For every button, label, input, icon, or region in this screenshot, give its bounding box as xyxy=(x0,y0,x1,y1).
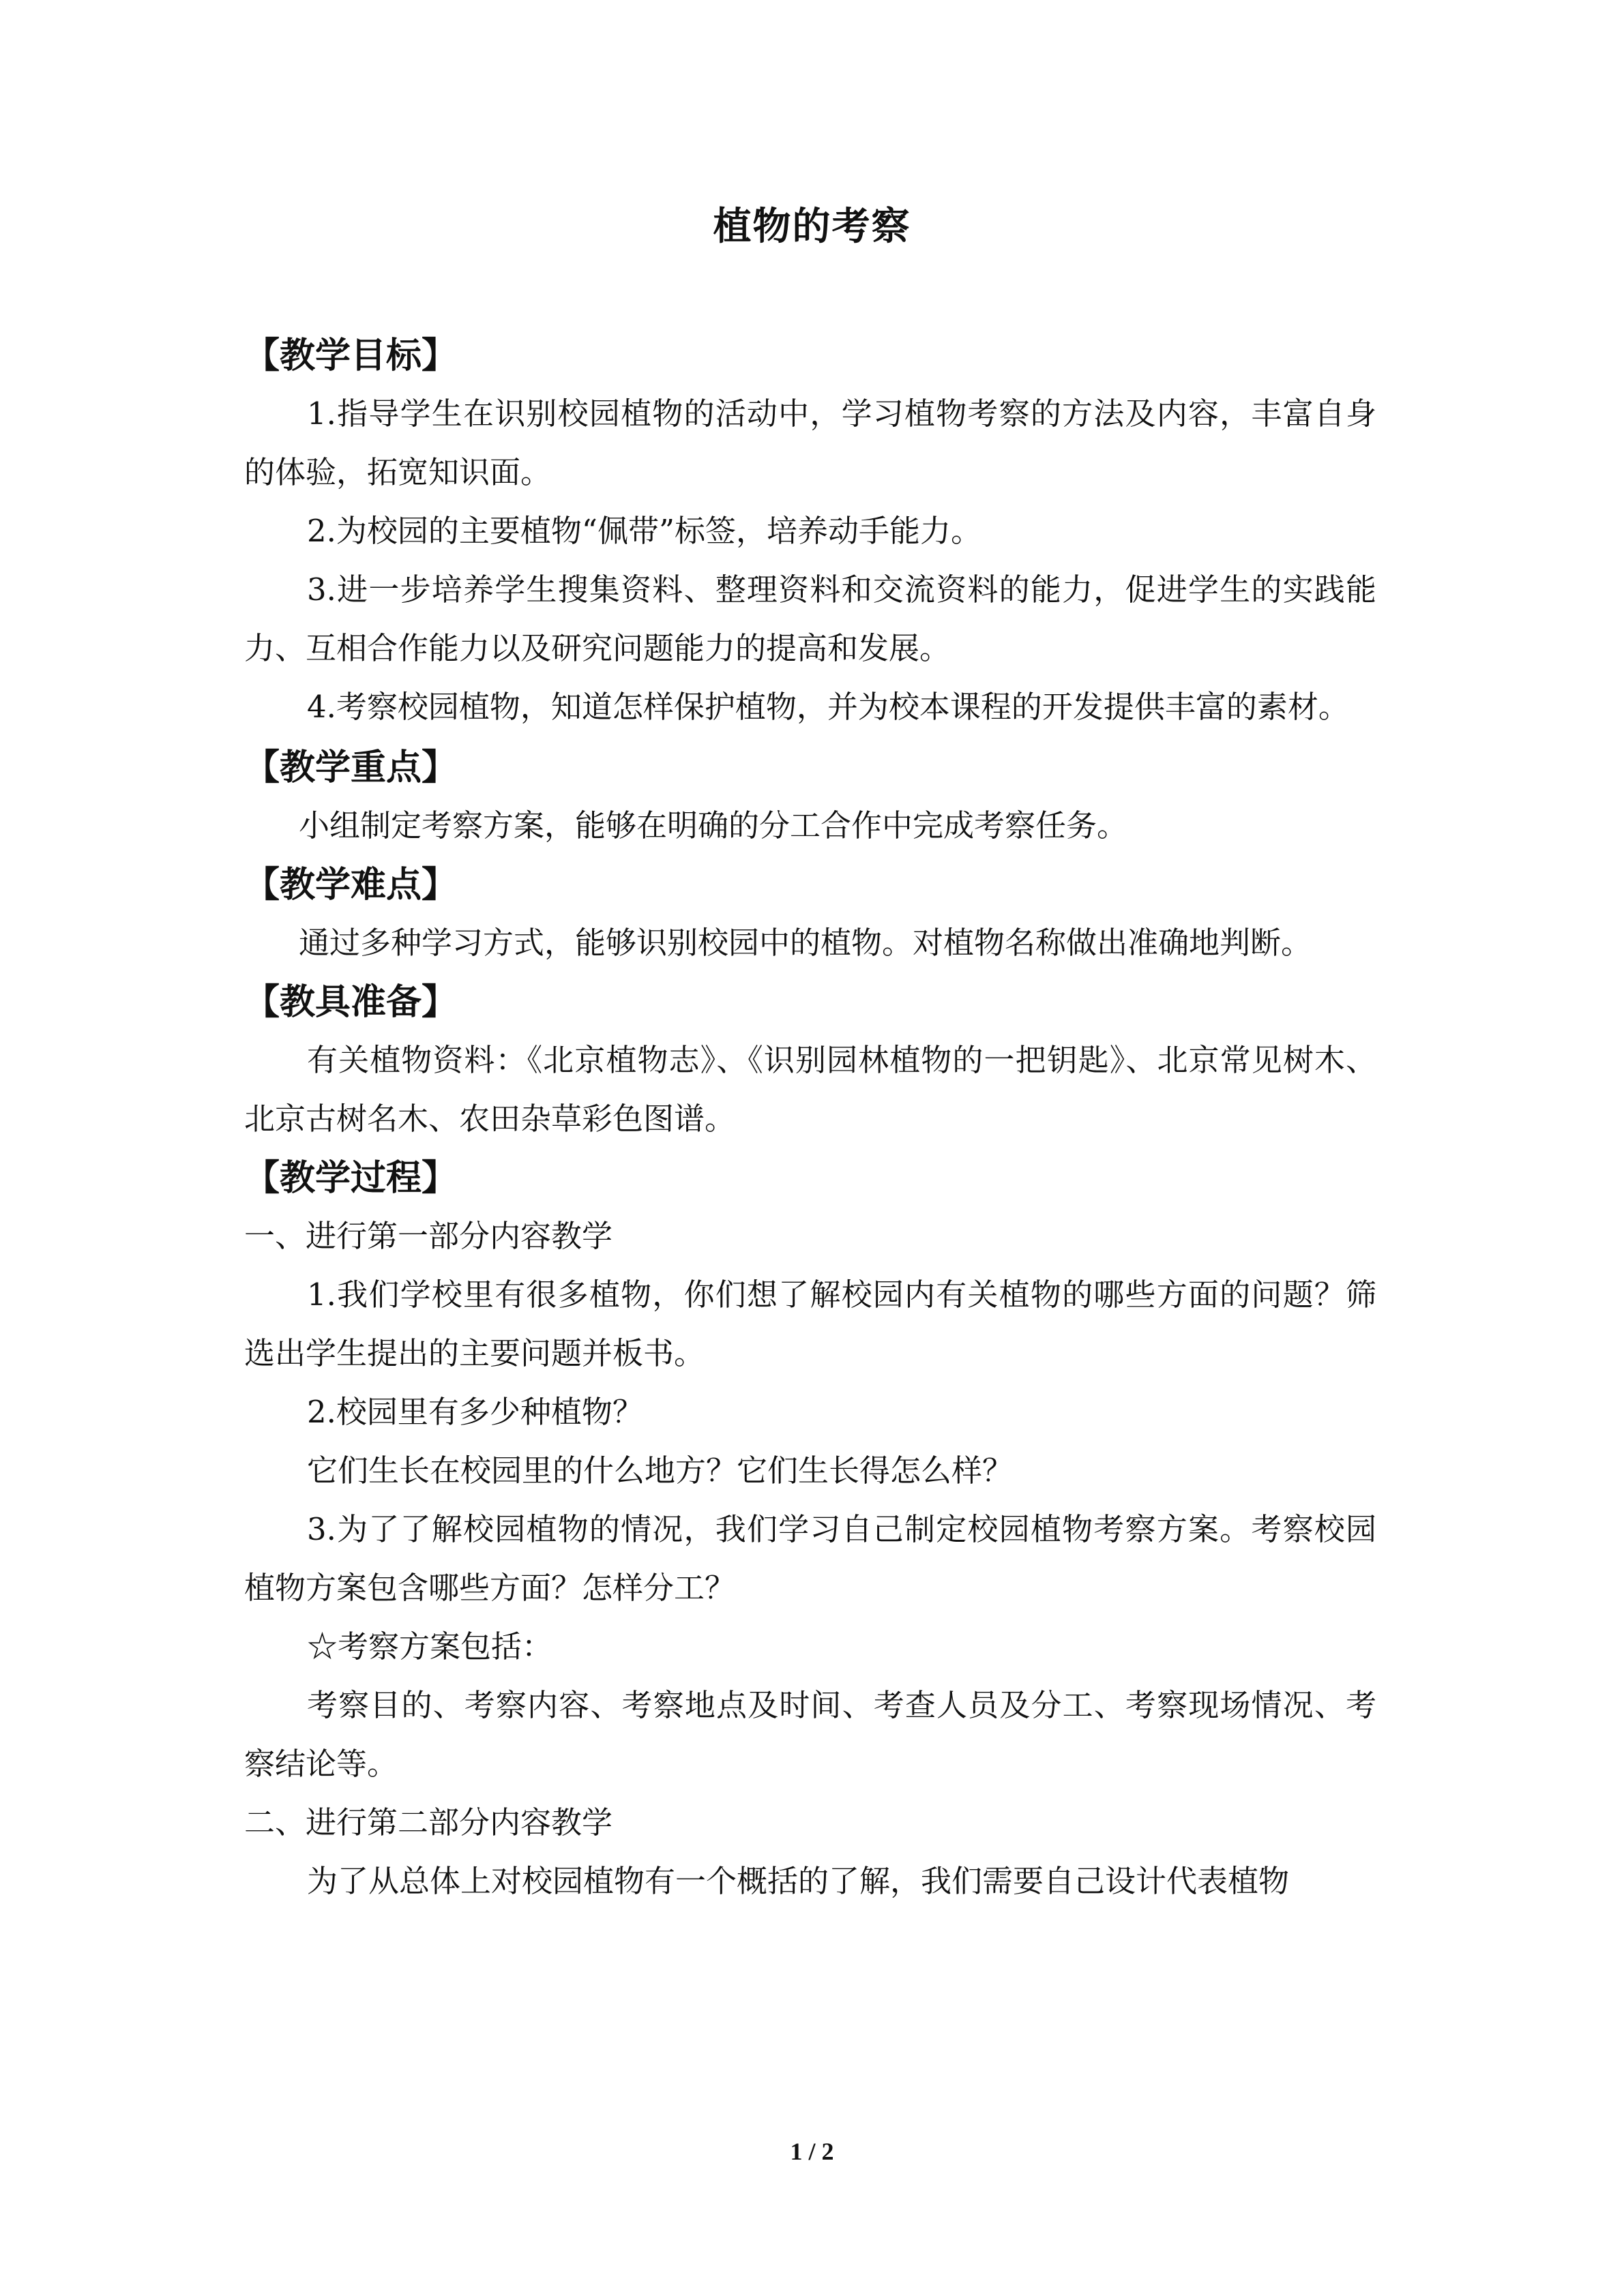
process-step-2-followup: 它们生长在校园里的什么地方？它们生长得怎么样？ xyxy=(307,1452,1014,1489)
document-title: 植物的考察 xyxy=(713,204,911,249)
section-heading-materials: 【教具准备】 xyxy=(244,981,458,1023)
process-plan-label: ☆考察方案包括： xyxy=(307,1628,553,1665)
goals-item-2: 2.为校园的主要植物“佩带”标签，培养动手能力。 xyxy=(307,513,981,549)
goals-item-4: 4.考察校园植物，知道怎样保护植物，并为校本课程的开发提供丰富的素材。 xyxy=(307,689,1349,725)
section-heading-difficulties: 【教学难点】 xyxy=(244,864,458,906)
process-part-2-heading: 二、进行第二部分内容教学 xyxy=(244,1804,613,1840)
process-part-1-heading: 一、进行第一部分内容教学 xyxy=(244,1218,613,1254)
process-step-1: 1.我们学校里有很多植物，你们想了解校园内有关植物的哪些方面的问题？筛选出学生提出的主要问题并板书。 xyxy=(244,1277,1376,1371)
section-heading-key-points: 【教学重点】 xyxy=(244,747,458,788)
materials-text: 有关植物资料：《北京植物志》、《识别园林植物的一把钥匙》、北京常见树木、北京古树名木、农田杂草彩色图谱。 xyxy=(244,1042,1376,1137)
section-heading-process: 【教学过程】 xyxy=(244,1157,458,1199)
page-number: 1 / 2 xyxy=(790,2138,834,2165)
process-step-2: 2.校园里有多少种植物？ xyxy=(307,1394,643,1430)
goals-item-3: 3.进一步培养学生搜集资料、整理资料和交流资料的能力，促进学生的实践能力、互相合作能力以及研究问题能力的提高和发展。 xyxy=(244,571,1376,666)
key-points-text: 小组制定考察方案，能够在明确的分工合作中完成考察任务。 xyxy=(299,807,1128,844)
process-plan-contents: 考察目的、考察内容、考察地点及时间、考查人员及分工、考察现场情况、考察结论等。 xyxy=(244,1687,1376,1782)
section-heading-goals: 【教学目标】 xyxy=(244,335,458,376)
process-part-2-text: 为了从总体上对校园植物有一个概括的了解，我们需要自己设计代表植物 xyxy=(307,1863,1290,1899)
difficulties-text: 通过多种学习方式，能够识别校园中的植物。对植物名称做出准确地判断。 xyxy=(299,925,1312,961)
goals-item-1: 1.指导学生在识别校园植物的活动中，学习植物考察的方法及内容，丰富自身的体验，拓宽知识面。 xyxy=(244,396,1376,490)
document-body xyxy=(244,327,1376,1911)
process-step-3: 3.为了了解校园植物的情况，我们学习自己制定校园植物考察方案。考察校园植物方案包含哪些方面？怎样分工？ xyxy=(244,1511,1376,1606)
